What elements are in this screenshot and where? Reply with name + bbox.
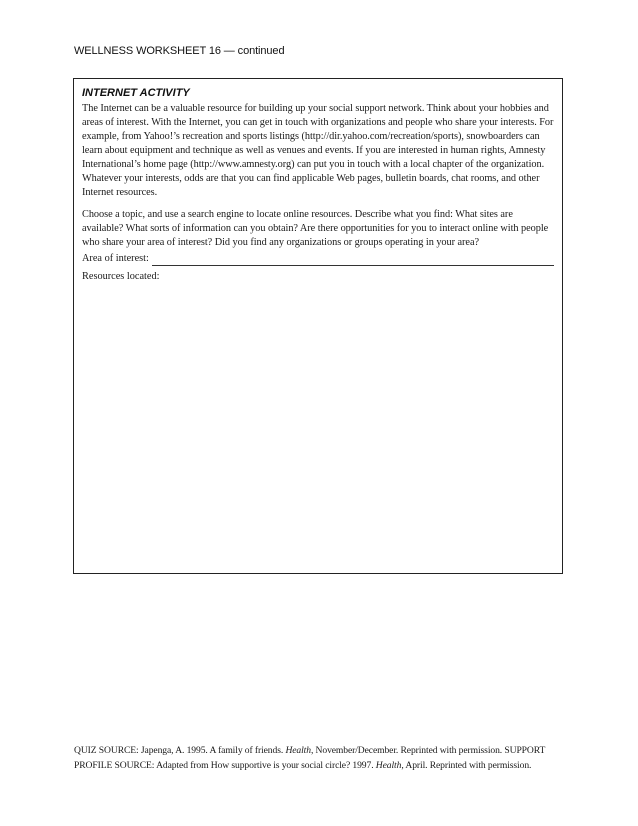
profile-source-suffix: , April. Reprinted with permission. xyxy=(401,760,532,771)
area-of-interest-label: Area of interest: xyxy=(82,253,149,264)
quiz-source-text: QUIZ SOURCE: Japenga, A. 1995. A family of friends. xyxy=(74,745,286,756)
area-of-interest-row xyxy=(82,252,554,266)
profile-source-publication: Health xyxy=(375,760,402,771)
area-of-interest-line[interactable] xyxy=(152,255,554,266)
activity-content xyxy=(82,87,554,284)
instructions-paragraph: Choose a topic, and use a search engine to locate online resources. Describe what you find: What sites are available? What sorts of information can you obtain? Are there opportunities for you to interact online with people who share your area of interest? Did you find any organizations or groups operating in your area? xyxy=(82,209,549,248)
page-header: WELLNESS WORKSHEET 16 — continued xyxy=(74,45,285,57)
source-footer xyxy=(74,743,564,773)
internet-activity-box xyxy=(73,78,563,574)
quiz-source-publication: Health xyxy=(285,745,311,756)
support-profile-text: , November/December. Reprinted with permission. SUPPORT PROFILE SOURCE: Adapted from How supportive is your social circle? 1997. xyxy=(74,745,546,771)
resources-located-label: Resources located: xyxy=(82,271,160,282)
intro-paragraph: The Internet can be a valuable resource for building up your social support network. Think about your hobbies and areas of interest. With the Internet, you can get in touch with organizations and people who share your interests. For example, from Yahoo!’s recreation and sports listings (http://dir.yahoo.com/recreation/sports), snowboarders can learn about equipment and technique as well as venues and events. If you are interested in human rights, Amnesty International’s home page (http://www.amnesty.org) can put you in touch with a local chapter of the organization. Whatever your interests, odds are that you can find applicable Web pages, bulletin boards, chat rooms, and other Internet resources. xyxy=(82,103,554,198)
activity-title: INTERNET ACTIVITY xyxy=(82,87,190,99)
